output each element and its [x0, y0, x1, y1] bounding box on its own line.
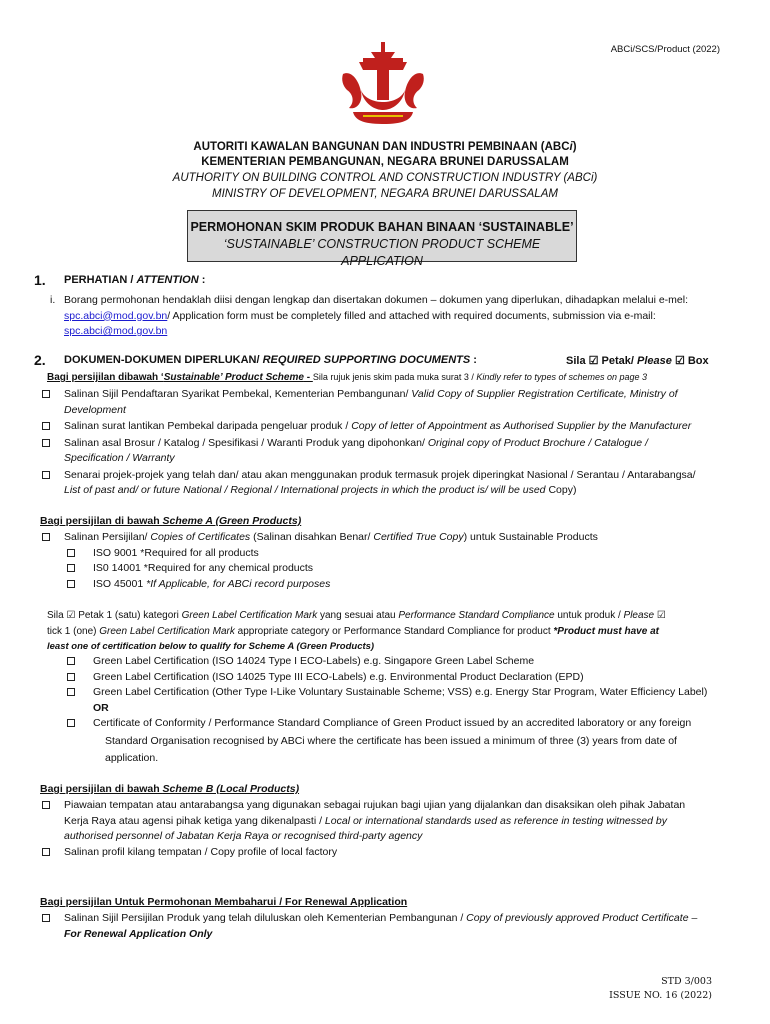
- renewal-heading: Bagi persijilan Untuk Permohonan Membaharui / For Renewal Application: [40, 896, 408, 908]
- section-2-title: DOKUMEN-DOKUMEN DIPERLUKAN/ REQUIRED SUPPORTING DOCUMENTS :: [64, 354, 477, 366]
- document-standard-number: STD 3/003: [661, 976, 712, 987]
- scheme-a-certificates: [40, 530, 712, 592]
- section-1-number: 1.: [34, 272, 46, 288]
- checkbox[interactable]: [42, 533, 50, 541]
- ministry-name-malay: KEMENTERIAN PEMBANGUNAN, NEGARA BRUNEI DARUSSALAM: [201, 156, 569, 168]
- instruction-line-3: least one of certification below to qualify for Scheme A (Green Products): [47, 641, 375, 652]
- section-2-number: 2.: [34, 352, 46, 368]
- document-footer: [609, 975, 712, 1003]
- authority-name-malay: AUTORITI KAWALAN BANGUNAN DAN INDUSTRI PEMBINAAN (ABCi): [193, 141, 577, 153]
- iso-item: IS0 14001 *Required for any chemical products: [40, 561, 712, 577]
- submission-email-link[interactable]: spc.abci@mod.gov.bn: [64, 309, 168, 322]
- scheme-b-list: [40, 798, 712, 860]
- brunei-crest-icon: [333, 40, 433, 128]
- authority-name-english: AUTHORITY ON BUILDING CONTROL AND CONSTRUCTION INDUSTRY (ABCi): [172, 172, 598, 184]
- checkbox[interactable]: [42, 914, 50, 922]
- form-title-malay: PERMOHONAN SKIM PRODUK BAHAN BINAAN ‘SUSTAINABLE’: [190, 220, 574, 234]
- document-reference-code: ABCi/SCS/Product (2022): [610, 44, 720, 55]
- form-title-box: [187, 210, 577, 268]
- attention-item-marker: i.: [50, 294, 56, 306]
- attention-line-1: Borang permohonan hendaklah diisi dengan lengkap dan disertakan dokumen – dokumen yang diperlukan, dihadapkan melalui e-mel:: [64, 294, 689, 306]
- green-label-item: Green Label Certification (ISO 14025 Type III ECO-Labels) e.g. Environmental Product Declaration (EPD): [40, 670, 722, 686]
- iso-item: ISO 45001 *If Applicable, for ABCi record purposes: [40, 577, 712, 593]
- scheme-a-instruction: [47, 608, 719, 655]
- document-issue-number: ISSUE NO. 16 (2022): [609, 990, 712, 1001]
- green-label-item: Green Label Certification (ISO 14024 Type I ECO-Labels) e.g. Singapore Green Label Scheme: [40, 654, 722, 670]
- green-label-options: [40, 654, 722, 767]
- green-label-item: Green Label Certification (Other Type I-Like Voluntary Sustainable Scheme; VSS) e.g. Energy Star Program, Water Efficiency Label): [40, 685, 722, 701]
- attention-line-2: spc.abci@mod.gov.bn/ Application form must be completely filled and attached with required documents, submission via e-mail:: [64, 309, 656, 322]
- scheme-b-heading: Bagi persijilan di bawah Scheme B (Local Products): [40, 783, 300, 795]
- checkbox[interactable]: [67, 657, 75, 665]
- renewal-list: [40, 911, 720, 942]
- checkbox[interactable]: [42, 390, 50, 398]
- checkbox[interactable]: [67, 688, 75, 696]
- checkbox[interactable]: [67, 673, 75, 681]
- general-documents-list: [40, 387, 712, 499]
- checkbox[interactable]: [42, 801, 50, 809]
- sustainable-scheme-heading: Bagi persijilan dibawah ‘Sustainable’ Product Scheme - Sila rujuk jenis skim pada muka surat 3 / Kindly refer to types of schemes on page 3: [47, 372, 648, 383]
- conformity-item: Certificate of Conformity / Performance Standard Compliance of Green Product issued by an accredited laboratory or any foreign Standard Organisation recognised by ABCi where the certificate has been issued a minimum of three (3) years from date of application.: [40, 716, 722, 767]
- tick-instruction: Sila ☑ Petak/ Please ☑ Box: [566, 355, 709, 367]
- or-separator: OR: [93, 701, 109, 714]
- list-item: Salinan Persijilan/ Copies of Certificates (Salinan disahkan Benar/ Certified True Copy) untuk Sustainable Products: [40, 530, 712, 546]
- list-item: Piawaian tempatan atau antarabangsa yang digunakan sebagai rujukan bagi ujian yang dijalankan dan disaksikan oleh pihak Jabatan Kerja Raya atau agensi pihak ketiga yang dikenalpasti / Local or international standards used as reference in testing witnessed by authorised personnel of Jabatan Kerja Raya or recognised third-party agency: [40, 798, 712, 845]
- form-title-english: ‘SUSTAINABLE’ CONSTRUCTION PRODUCT SCHEME APPLICATION: [223, 237, 541, 268]
- checkbox[interactable]: [67, 580, 75, 588]
- list-item: Salinan asal Brosur / Katalog / Spesifikasi / Waranti Produk yang dipohonkan/ Original copy of Product Brochure / Catalogue / Specification / Warranty: [40, 436, 712, 467]
- scheme-a-heading: Bagi persijilan di bawah Scheme A (Green Products): [40, 515, 302, 527]
- instruction-line-1: Sila ☑ Petak 1 (satu) kategori Green Label Certification Mark yang sesuai atau Performance Standard Compliance untuk produk / Please ☑: [47, 610, 666, 621]
- iso-item: ISO 9001 *Required for all products: [40, 546, 712, 562]
- submission-email-link-2[interactable]: spc.abci@mod.gov.bn: [64, 325, 168, 337]
- checkbox[interactable]: [67, 549, 75, 557]
- attention-note: [64, 293, 714, 340]
- instruction-line-2: tick 1 (one) Green Label Certification Mark appropriate category or Performance Standard Compliance for product *Product must have at: [47, 625, 659, 637]
- checkbox[interactable]: [42, 422, 50, 430]
- list-item: Salinan Sijil Pendaftaran Syarikat Pembekal, Kementerian Pembangunan/ Valid Copy of Supplier Registration Certificate, Ministry of Development: [40, 387, 712, 418]
- section-1-title: PERHATIAN / ATTENTION :: [64, 274, 206, 286]
- checkbox[interactable]: [42, 848, 50, 856]
- list-item: Senarai projek-projek yang telah dan/ atau akan menggunakan produk termasuk projek diperingkat Nasional / Serantau / Antarabangsa/ List of past and/ or future National / Regional / International projects in which the product is/ will be used Copy): [40, 468, 712, 499]
- list-item: Salinan Sijil Persijilan Produk yang telah diluluskan oleh Kementerian Pembangunan / Copy of previously approved Product Certificate – For Renewal Application Only: [40, 911, 720, 942]
- ministry-name-english: MINISTRY OF DEVELOPMENT, NEGARA BRUNEI DARUSSALAM: [212, 188, 558, 200]
- attention-line-3: [64, 324, 714, 340]
- checkbox[interactable]: [42, 471, 50, 479]
- checkbox[interactable]: [67, 719, 75, 727]
- list-item: Salinan surat lantikan Pembekal daripada pengeluar produk / Copy of letter of Appointment as Authorised Supplier by the Manufacturer: [40, 419, 712, 435]
- checkbox[interactable]: [67, 564, 75, 572]
- list-item: Salinan profil kilang tempatan / Copy profile of local factory: [40, 845, 712, 861]
- checkbox[interactable]: [42, 439, 50, 447]
